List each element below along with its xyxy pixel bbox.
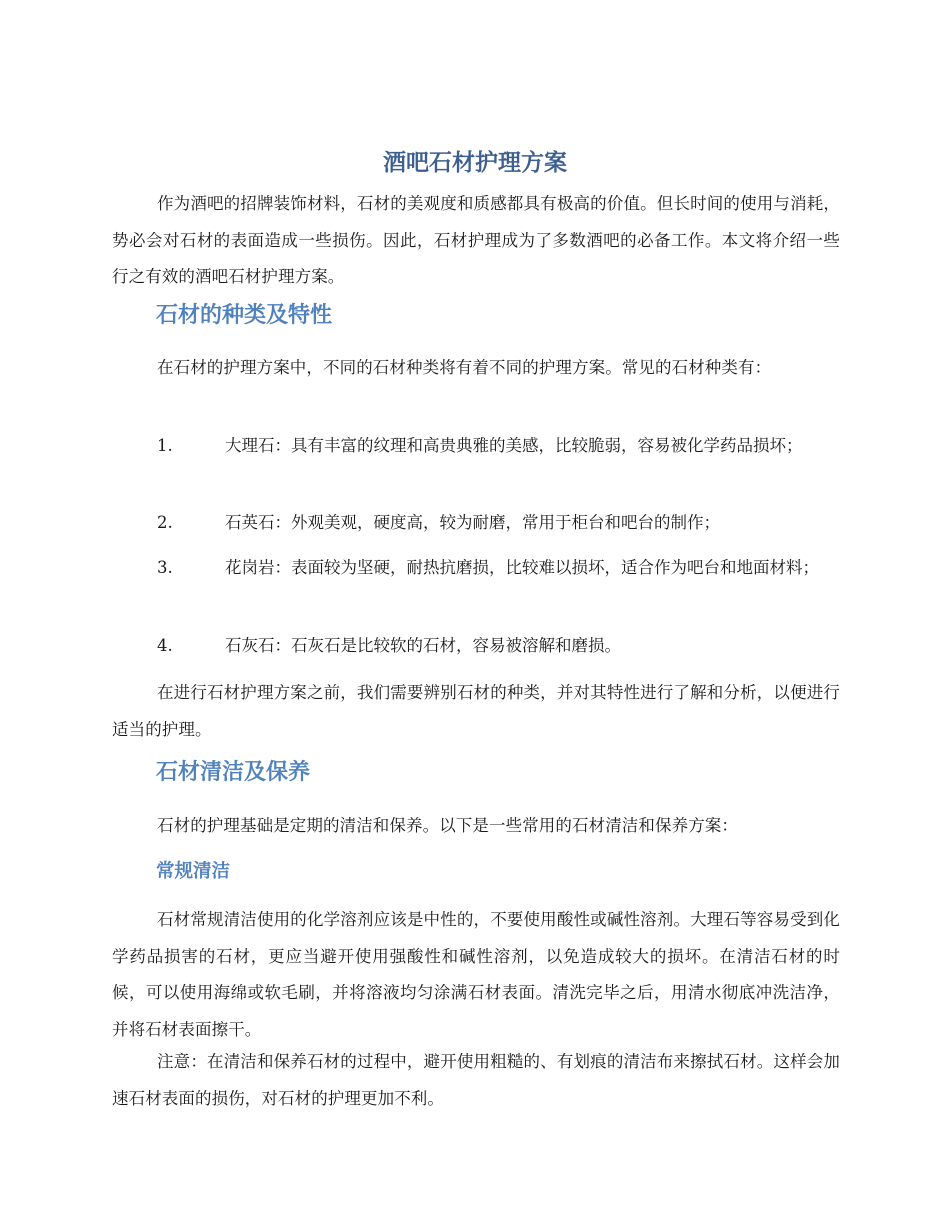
intro-paragraph: 作为酒吧的招牌装饰材料，石材的美观度和质感都具有极高的价值。但长时间的使用与消耗，势必会对石材的表面造成一些损伤。因此，石材护理成为了多数酒吧的必备工作。本文将介绍一些行之有效的酒吧石材护理方案。: [112, 194, 840, 286]
subsection-heading-routine-cleaning: 常规清洁: [156, 861, 231, 882]
list-item: [112, 550, 840, 587]
list-item-number: 4.: [157, 636, 173, 655]
section2-lead-paragraph: 石材的护理基础是定期的清洁和保养。以下是一些常用的石材清洁和保养方案：: [157, 816, 738, 835]
section-heading-stone-types: 石材的种类及特性: [156, 303, 333, 328]
list-item: [112, 505, 840, 542]
list-item-text: 石灰石：石灰石是比较软的石材，容易被溶解和磨损。: [225, 636, 621, 655]
list-item-number: 1.: [157, 436, 173, 455]
list-item-text: 花岗岩：表面较为坚硬，耐热抗磨损，比较难以损坏，适合作为吧台和地面材料；: [225, 558, 819, 577]
note-paragraph: 注意：在清洁和保养石材的过程中，避开使用粗糙的、有划痕的清洁布来擦拭石材。这样会加速石材表面的损伤，对石材的护理更加不利。: [112, 1052, 840, 1108]
routine-cleaning-paragraph: 石材常规清洁使用的化学溶剂应该是中性的，不要使用酸性或碱性溶剂。大理石等容易受到化学药品损害的石材，更应当避开使用强酸性和碱性溶剂，以免造成较大的损坏。在清洁石材的时候，可以使用海绵或软毛刷，并将溶液均匀涂满石材表面。清洗完毕之后，用清水彻底冲洗洁净，并将石材表面擦干。: [112, 910, 840, 1039]
list-item-text: 大理石：具有丰富的纹理和高贵典雅的美感，比较脆弱，容易被化学药品损坏；: [225, 436, 803, 455]
list-item-number: 3.: [157, 558, 173, 577]
section-heading-cleaning: 石材清洁及保养: [156, 760, 311, 785]
list-item: [112, 628, 840, 665]
section1-closing-paragraph: 在进行石材护理方案之前，我们需要辨别石材的种类，并对其特性进行了解和分析，以便进行适当的护理。: [112, 683, 840, 739]
list-item-number: 2.: [157, 513, 173, 532]
list-item: [112, 428, 840, 465]
page-title: 酒吧石材护理方案: [383, 150, 567, 176]
list-item-text: 石英石：外观美观，硬度高，较为耐磨，常用于柜台和吧台的制作；: [225, 513, 720, 532]
section1-lead-paragraph: 在石材的护理方案中，不同的石材种类将有着不同的护理方案。常见的石材种类有：: [157, 358, 772, 377]
